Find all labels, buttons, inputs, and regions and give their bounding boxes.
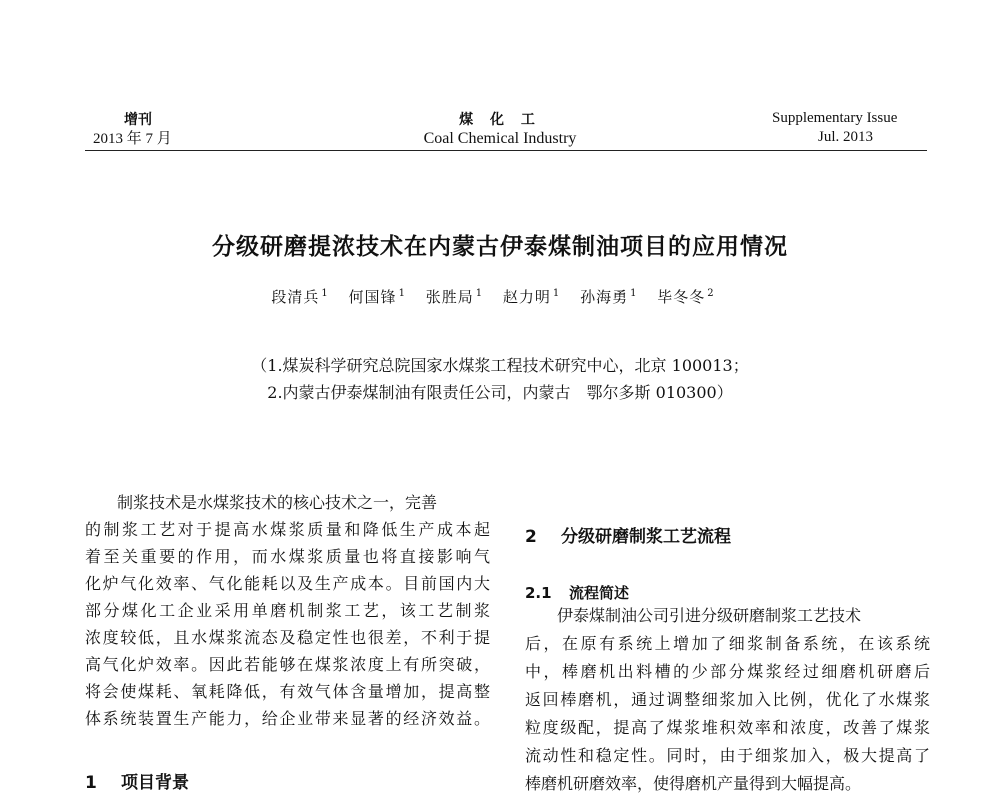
intro-text-line: 部分煤化工企业采用单磨机制浆工艺，该工艺制浆	[85, 601, 490, 620]
author-name: 毕冬冬	[657, 288, 706, 306]
author-affiliation-mark: 1	[321, 288, 329, 299]
author-name: 何国锋	[348, 288, 397, 306]
section21-text-line: 棒磨机研磨效率，使得磨机产量得到大幅提高。	[525, 774, 862, 793]
journal-date: 2013 年 7 月	[93, 131, 172, 147]
author-name: 张胜局	[425, 288, 474, 306]
section-number: 2	[525, 527, 537, 547]
section21-text-line: 后，在原有系统上增加了细浆制备系统，在该系统	[525, 634, 930, 653]
journal-name-en: Coal Chemical Industry	[423, 130, 577, 147]
author-name: 段清兵	[271, 288, 320, 306]
section-number: 1	[85, 773, 97, 793]
section-title: 项目背景	[121, 773, 189, 793]
author-affiliation-mark: 1	[475, 288, 484, 299]
intro-text-line: 体系统装置生产能力，给企业带来显著的经济效益。	[85, 709, 490, 728]
journal-issue-label: 增刊	[124, 112, 152, 128]
author-name: 孙海勇	[580, 288, 629, 306]
intro-text-line: 着至关重要的作用，而水煤浆质量也将直接影响气	[85, 547, 490, 566]
header-rule	[85, 150, 927, 151]
section-1-heading	[85, 768, 189, 793]
intro-text-line: 浓度较低，且水煤浆流态及稳定性也很差，不利于提	[85, 628, 490, 647]
author-name: 赵力明	[502, 288, 551, 306]
affiliation-2: 2.内蒙古伊泰煤制油有限责任公司，内蒙古 鄂尔多斯 010300）	[267, 383, 733, 402]
section21-text-line: 粒度级配，提高了煤浆堆积效率和浓度，改善了煤浆	[525, 718, 930, 737]
journal-date-en: Jul. 2013	[818, 129, 874, 145]
author-affiliation-mark: 1	[398, 288, 406, 299]
section21-text-line: 中，棒磨机出料槽的少部分煤浆经过细磨机研磨后	[525, 662, 930, 681]
journal-issue-en: Supplementary Issue	[772, 110, 898, 126]
intro-text-line: 将会使煤耗、氧耗降低，有效气体含量增加，提高整	[85, 682, 490, 701]
section-title: 分级研磨制浆工艺流程	[561, 527, 731, 547]
author-affiliation-mark: 2	[707, 288, 715, 299]
subsection-number: 2.1	[525, 584, 552, 602]
affiliation-1: （1.煤炭科学研究总院国家水煤浆工程技术研究中心，北京 100013；	[251, 356, 749, 375]
subsection-2-1-heading	[525, 582, 629, 603]
subsection-title: 流程简述	[569, 584, 630, 602]
section-2-heading	[525, 522, 731, 547]
intro-text-line: 化炉气化效率、气化能耗以及生产成本。目前国内大	[85, 574, 490, 593]
section21-text-line: 返回棒磨机，通过调整细浆加入比例，优化了水煤浆	[525, 690, 930, 709]
author-affiliation-mark: 1	[630, 288, 638, 299]
intro-text-line: 高气化炉效率。因此若能够在煤浆浓度上有所突破，	[85, 655, 490, 674]
author-list	[0, 286, 1000, 307]
paper-title: 分级研磨提浓技术在内蒙古伊泰煤制油项目的应用情况	[212, 234, 788, 260]
journal-name-cn: 煤 化 工	[459, 112, 541, 128]
section21-text-line: 流动性和稳定性。同时，由于细浆加入，极大提高了	[525, 746, 930, 765]
intro-text-line: 的制浆工艺对于提高水煤浆质量和降低生产成本起	[85, 520, 490, 539]
section21-text-line: 伊泰煤制油公司引进分级研磨制浆工艺技术	[557, 606, 862, 625]
intro-text-line: 制浆技术是水煤浆技术的核心技术之一，完善	[117, 493, 438, 512]
author-affiliation-mark: 1	[552, 288, 561, 299]
